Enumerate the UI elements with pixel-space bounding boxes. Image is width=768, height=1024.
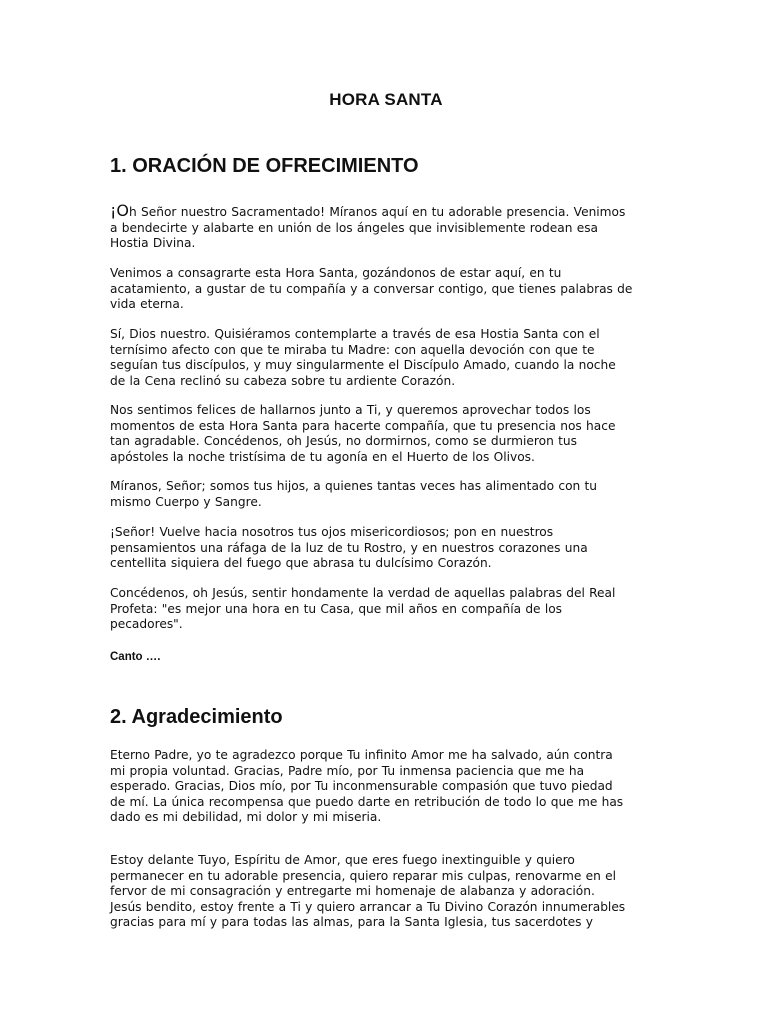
paragraph-line: vida eterna. xyxy=(110,297,184,312)
paragraph-line-text: h Señor nuestro Sacramentado! Míranos aquí en tu adorable presencia. Venimos xyxy=(129,205,626,219)
paragraph-line: Míranos, Señor; somos tus hijos, a quienes tantas veces has alimentado con tu xyxy=(110,479,598,493)
paragraph xyxy=(110,327,662,389)
paragraph xyxy=(110,203,662,252)
canto-label: Canto …. xyxy=(110,651,161,663)
paragraph-line: momentos de esta Hora Santa para hacerte compañía, que tu presencia nos hace xyxy=(110,418,616,433)
paragraph-line: Nos sentimos felices de hallarnos junto a Ti, y queremos aprovechar todos los xyxy=(110,403,591,417)
paragraph-line: ternísimo afecto con que te miraba tu Madre: con aquella devoción con que te xyxy=(110,342,595,357)
section-heading-ofrecimiento: 1. ORACIÓN DE OFRECIMIENTO xyxy=(110,155,419,177)
paragraph-line: mi propia voluntad. Gracias, Padre mío, por Tu inmensa paciencia que me ha xyxy=(110,763,585,778)
paragraph-line: tan agradable. Concédenos, oh Jesús, no dormirnos, como se durmieron tus xyxy=(110,434,577,449)
paragraph-line: pensamientos una ráfaga de la luz de tu Rostro, y en nuestros corazones una xyxy=(110,540,588,555)
paragraph-line: Jesús bendito, estoy frente a Ti y quiero arrancar a Tu Divino Corazón innumerables xyxy=(110,899,626,914)
paragraph xyxy=(110,853,662,931)
paragraph-line: Estoy delante Tuyo, Espíritu de Amor, que eres fuego inextinguible y quiero xyxy=(110,853,575,867)
paragraph-line: mismo Cuerpo y Sangre. xyxy=(110,494,262,509)
paragraph-line: dado es mi debilidad, mi dolor y mi miseria. xyxy=(110,810,382,825)
section-heading-agradecimiento: 2. Agradecimiento xyxy=(110,706,283,728)
paragraph-line xyxy=(110,203,662,221)
paragraph-line: ¡Señor! Vuelve hacia nosotros tus ojos misericordiosos; pon en nuestros xyxy=(110,525,554,539)
paragraph-line: Profeta: "es mejor una hora en tu Casa, que mil años en compañía de los xyxy=(110,601,563,616)
paragraph-line: acatamiento, a gustar de tu compañía y a conversar contigo, que tienes palabras de xyxy=(110,281,633,296)
paragraph-line: permanecer en tu adorable presencia, quiero reparar mis culpas, renovarme en el xyxy=(110,868,616,883)
paragraph xyxy=(110,266,662,313)
paragraph-line: de la Cena reclinó su cabeza sobre tu ardiente Corazón. xyxy=(110,373,456,388)
paragraph xyxy=(110,479,662,510)
paragraph xyxy=(110,748,662,826)
paragraph-line: gracias para mí y para todas las almas, para la Santa Iglesia, tus sacerdotes y xyxy=(110,915,593,930)
paragraph xyxy=(110,525,662,572)
paragraph-line: Concédenos, oh Jesús, sentir hondamente la verdad de aquellas palabras del Real xyxy=(110,586,616,600)
paragraph-line: a bendecirte y alabarte en unión de los ángeles que invisiblemente rodean esa xyxy=(110,220,599,235)
document-title: HORA SANTA xyxy=(329,90,443,109)
paragraph-line: pecadores". xyxy=(110,617,183,632)
paragraph-line: seguían tus discípulos, y muy singularmente el Discípulo Amado, cuando la noche xyxy=(110,358,616,373)
paragraph-line: centellita siquiera del fuego que abrasa tu dulcísimo Corazón. xyxy=(110,556,492,571)
drop-cap: ¡O xyxy=(110,201,130,220)
paragraph xyxy=(110,586,662,633)
paragraph-line: fervor de mi consagración y entregarte mi homenaje de alabanza y adoración. xyxy=(110,884,595,899)
paragraph-line: Eterno Padre, yo te agradezco porque Tu infinito Amor me ha salvado, aún contra xyxy=(110,748,613,762)
paragraph-line: apóstoles la noche tristísima de tu agonía en el Huerto de los Olivos. xyxy=(110,449,535,464)
paragraph-line: Sí, Dios nuestro. Quisiéramos contemplarte a través de esa Hostia Santa con el xyxy=(110,327,600,341)
paragraph-line: de mí. La única recompensa que puedo darte en retribución de todo lo que me has xyxy=(110,794,624,809)
paragraph-line: esperado. Gracias, Dios mío, por Tu inconmensurable compasión que tuvo piedad xyxy=(110,779,613,794)
paragraph-line: Venimos a consagrarte esta Hora Santa, gozándonos de estar aquí, en tu xyxy=(110,266,562,280)
paragraph-line: Hostia Divina. xyxy=(110,236,196,251)
paragraph xyxy=(110,403,662,465)
